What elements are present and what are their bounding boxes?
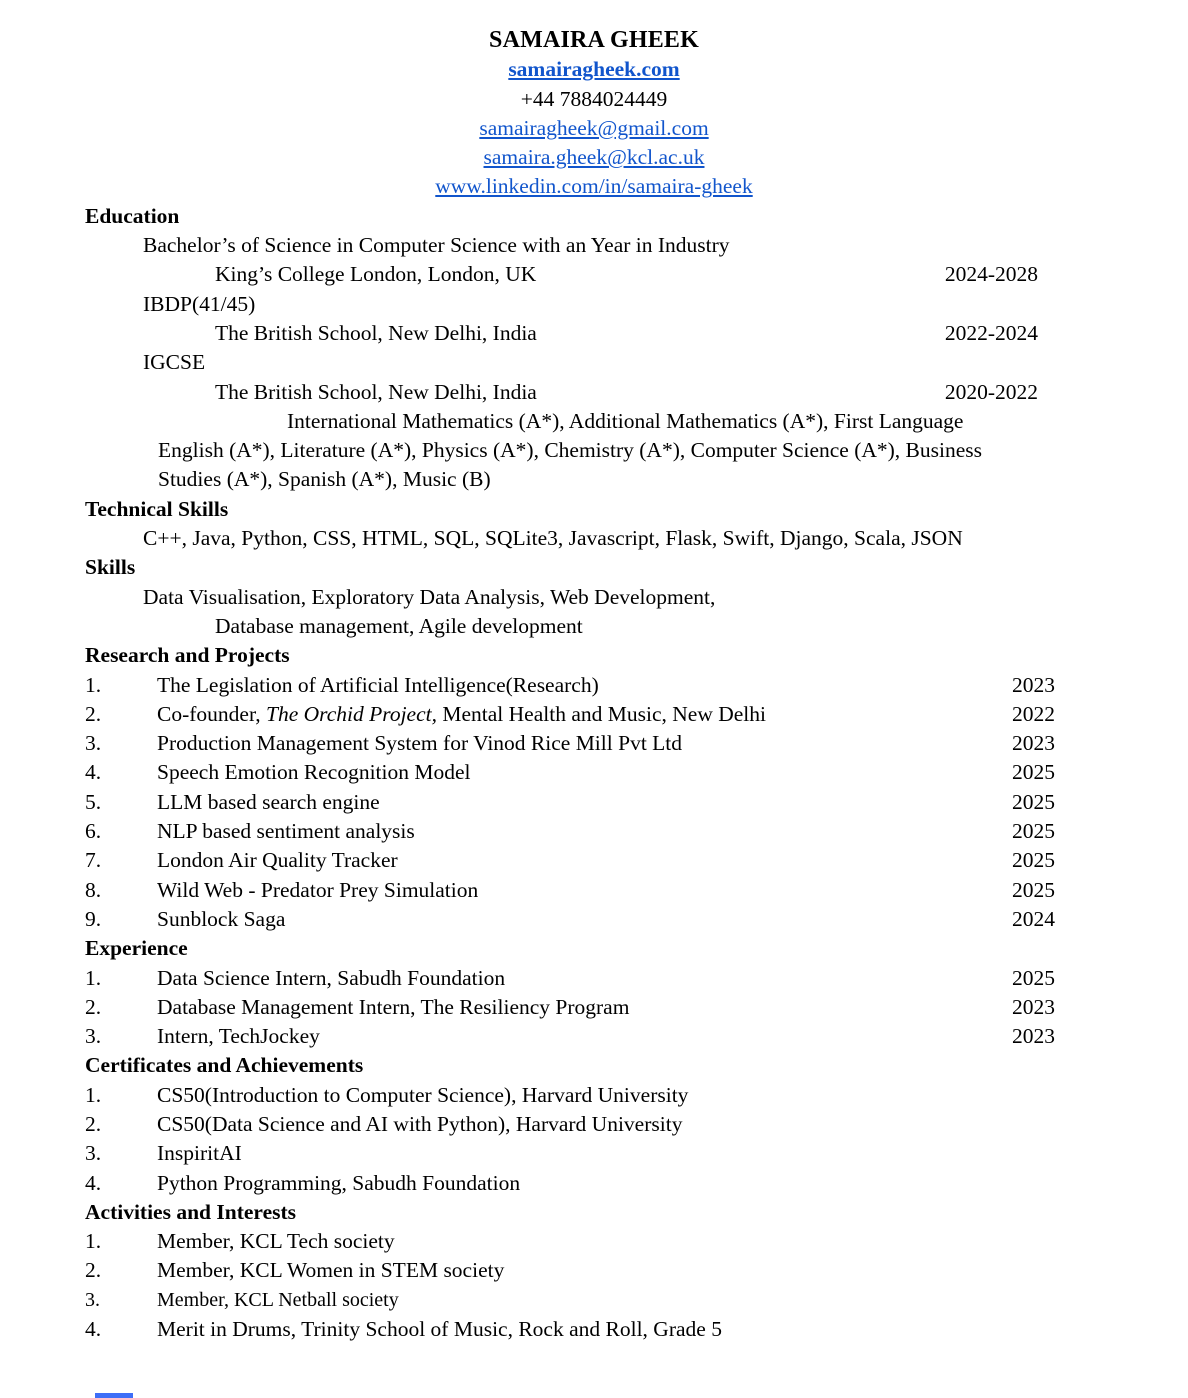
education-entry (85, 319, 1055, 348)
item-text-prefix: Co-founder, (157, 701, 267, 726)
research-item (85, 671, 1055, 700)
item-number: 3. (85, 1288, 100, 1311)
education-degree: IBDP(41/45) (143, 291, 256, 316)
item-number: 7. (85, 848, 102, 873)
contact-header (0, 0, 1188, 202)
item-number: 3. (85, 1024, 102, 1049)
research-item (85, 729, 1055, 758)
activity-item (85, 1227, 1055, 1256)
item-text: Database Management Intern, The Resiliency Program (157, 994, 630, 1019)
section-heading-activities: Activities and Interests (85, 1199, 297, 1224)
website-link[interactable]: samairagheek.com (508, 57, 680, 82)
item-text: LLM based search engine (157, 789, 380, 814)
section-heading-experience: Experience (85, 936, 188, 961)
research-item (85, 758, 1055, 787)
activity-item (85, 1286, 1055, 1315)
partial-blue-element (95, 1393, 133, 1398)
item-year: 2023 (1012, 731, 1055, 756)
resume-body (0, 202, 1188, 1345)
education-degree: Bachelor’s of Science in Computer Science with an Year in Industry (143, 233, 730, 258)
item-text: Speech Emotion Recognition Model (157, 760, 471, 785)
item-text: InspiritAI (157, 1141, 242, 1166)
item-year: 2025 (1012, 760, 1055, 785)
research-item (85, 817, 1055, 846)
education-years: 2022-2024 (944, 320, 1038, 345)
item-text: CS50(Introduction to Computer Science), Harvard University (157, 1082, 689, 1107)
item-number: 2. (85, 1258, 102, 1283)
item-year: 2022 (1012, 701, 1055, 726)
item-text: Merit in Drums, Trinity School of Music, Rock and Roll, Grade 5 (157, 1317, 722, 1342)
certificate-item (85, 1081, 1055, 1110)
research-item (85, 788, 1055, 817)
item-text: Member, KCL Women in STEM society (157, 1258, 505, 1283)
certificate-item (85, 1139, 1055, 1168)
experience-item (85, 1022, 1055, 1051)
item-number: 4. (85, 1170, 102, 1195)
section-heading-research: Research and Projects (85, 643, 290, 668)
item-number: 3. (85, 731, 102, 756)
item-year: 2025 (1012, 877, 1055, 902)
item-number: 8. (85, 877, 102, 902)
section-heading-skills: Skills (85, 555, 136, 580)
contact-line (0, 172, 1188, 201)
item-number: 1. (85, 965, 102, 990)
item-number: 3. (85, 1141, 102, 1166)
linkedin-link[interactable]: www.linkedin.com/in/samaira-gheek (435, 174, 753, 199)
item-text: Python Programming, Sabudh Foundation (157, 1170, 521, 1195)
skills-line: Database management, Agile development (215, 613, 583, 638)
research-item (85, 700, 1055, 729)
item-text: Sunblock Saga (157, 906, 286, 931)
item-number: 1. (85, 1229, 102, 1254)
item-number: 4. (85, 760, 102, 785)
education-years: 2024-2028 (944, 262, 1038, 287)
contact-line (0, 114, 1188, 143)
education-school: The British School, New Delhi, India (215, 320, 537, 345)
item-number: 2. (85, 701, 102, 726)
education-school: The British School, New Delhi, India (215, 379, 537, 404)
item-year: 2025 (1012, 789, 1055, 814)
contact-line (0, 143, 1188, 172)
experience-item (85, 993, 1055, 1022)
education-entry (85, 260, 1055, 289)
item-number: 2. (85, 1111, 102, 1136)
university-email-link[interactable]: samaira.gheek@kcl.ac.uk (483, 145, 705, 170)
education-school: King’s College London, London, UK (215, 262, 537, 287)
item-text: Data Science Intern, Sabudh Foundation (157, 965, 506, 990)
item-text (157, 700, 1012, 729)
item-text: Wild Web - Predator Prey Simulation (157, 877, 479, 902)
research-item (85, 905, 1055, 934)
item-number: 2. (85, 994, 102, 1019)
certificate-item (85, 1110, 1055, 1139)
item-year: 2023 (1012, 994, 1055, 1019)
research-item (85, 876, 1055, 905)
item-number: 6. (85, 819, 102, 844)
activity-item (85, 1315, 1055, 1344)
experience-item (85, 964, 1055, 993)
section-heading-certificates: Certificates and Achievements (85, 1053, 364, 1078)
item-year: 2025 (1012, 965, 1055, 990)
skills-line: Data Visualisation, Exploratory Data Analysis, Web Development, (143, 584, 716, 609)
contact-line (0, 55, 1188, 84)
item-text: The Legislation of Artificial Intelligence(Research) (157, 672, 599, 697)
igcse-subjects-line: Studies (A*), Spanish (A*), Music (B) (158, 467, 491, 492)
igcse-subjects-line: International Mathematics (A*), Additional Mathematics (A*), First Language (287, 408, 964, 433)
section-heading-technical-skills: Technical Skills (85, 496, 229, 521)
research-item (85, 846, 1055, 875)
personal-email-link[interactable]: samairagheek@gmail.com (479, 115, 709, 140)
education-degree: IGCSE (143, 350, 206, 375)
item-text: Intern, TechJockey (157, 1024, 320, 1049)
igcse-subjects-line: English (A*), Literature (A*), Physics (A*), Chemistry (A*), Computer Science (A*), Business (158, 438, 983, 463)
item-text: Member, KCL Tech society (157, 1229, 395, 1254)
education-years: 2020-2022 (944, 379, 1038, 404)
item-number: 5. (85, 789, 102, 814)
education-entry (85, 378, 1055, 407)
candidate-name: SAMAIRA GHEEK (489, 27, 699, 53)
item-year: 2025 (1012, 819, 1055, 844)
item-year: 2024 (1012, 906, 1055, 931)
item-text-suffix: Mental Health and Music, New Delhi (437, 701, 766, 726)
item-year: 2023 (1012, 672, 1055, 697)
item-year: 2025 (1012, 848, 1055, 873)
item-text: London Air Quality Tracker (157, 848, 398, 873)
certificate-item (85, 1169, 1055, 1198)
item-text: Production Management System for Vinod Rice Mill Pvt Ltd (157, 731, 683, 756)
item-text: NLP based sentiment analysis (157, 819, 415, 844)
activity-item (85, 1256, 1055, 1285)
item-number: 1. (85, 672, 102, 697)
item-text-italic: The Orchid Project, (266, 701, 437, 726)
item-text: CS50(Data Science and AI with Python), Harvard University (157, 1111, 683, 1136)
technical-skills-list: C++, Java, Python, CSS, HTML, SQL, SQLite3, Javascript, Flask, Swift, Django, Scala, JSON (143, 526, 963, 551)
item-text: Member, KCL Netball society (157, 1288, 399, 1311)
item-number: 4. (85, 1317, 102, 1342)
phone-number: +44 7884024449 (520, 86, 668, 111)
section-heading-education: Education (85, 203, 180, 228)
item-year: 2023 (1012, 1024, 1055, 1049)
item-number: 1. (85, 1082, 102, 1107)
item-number: 9. (85, 906, 102, 931)
